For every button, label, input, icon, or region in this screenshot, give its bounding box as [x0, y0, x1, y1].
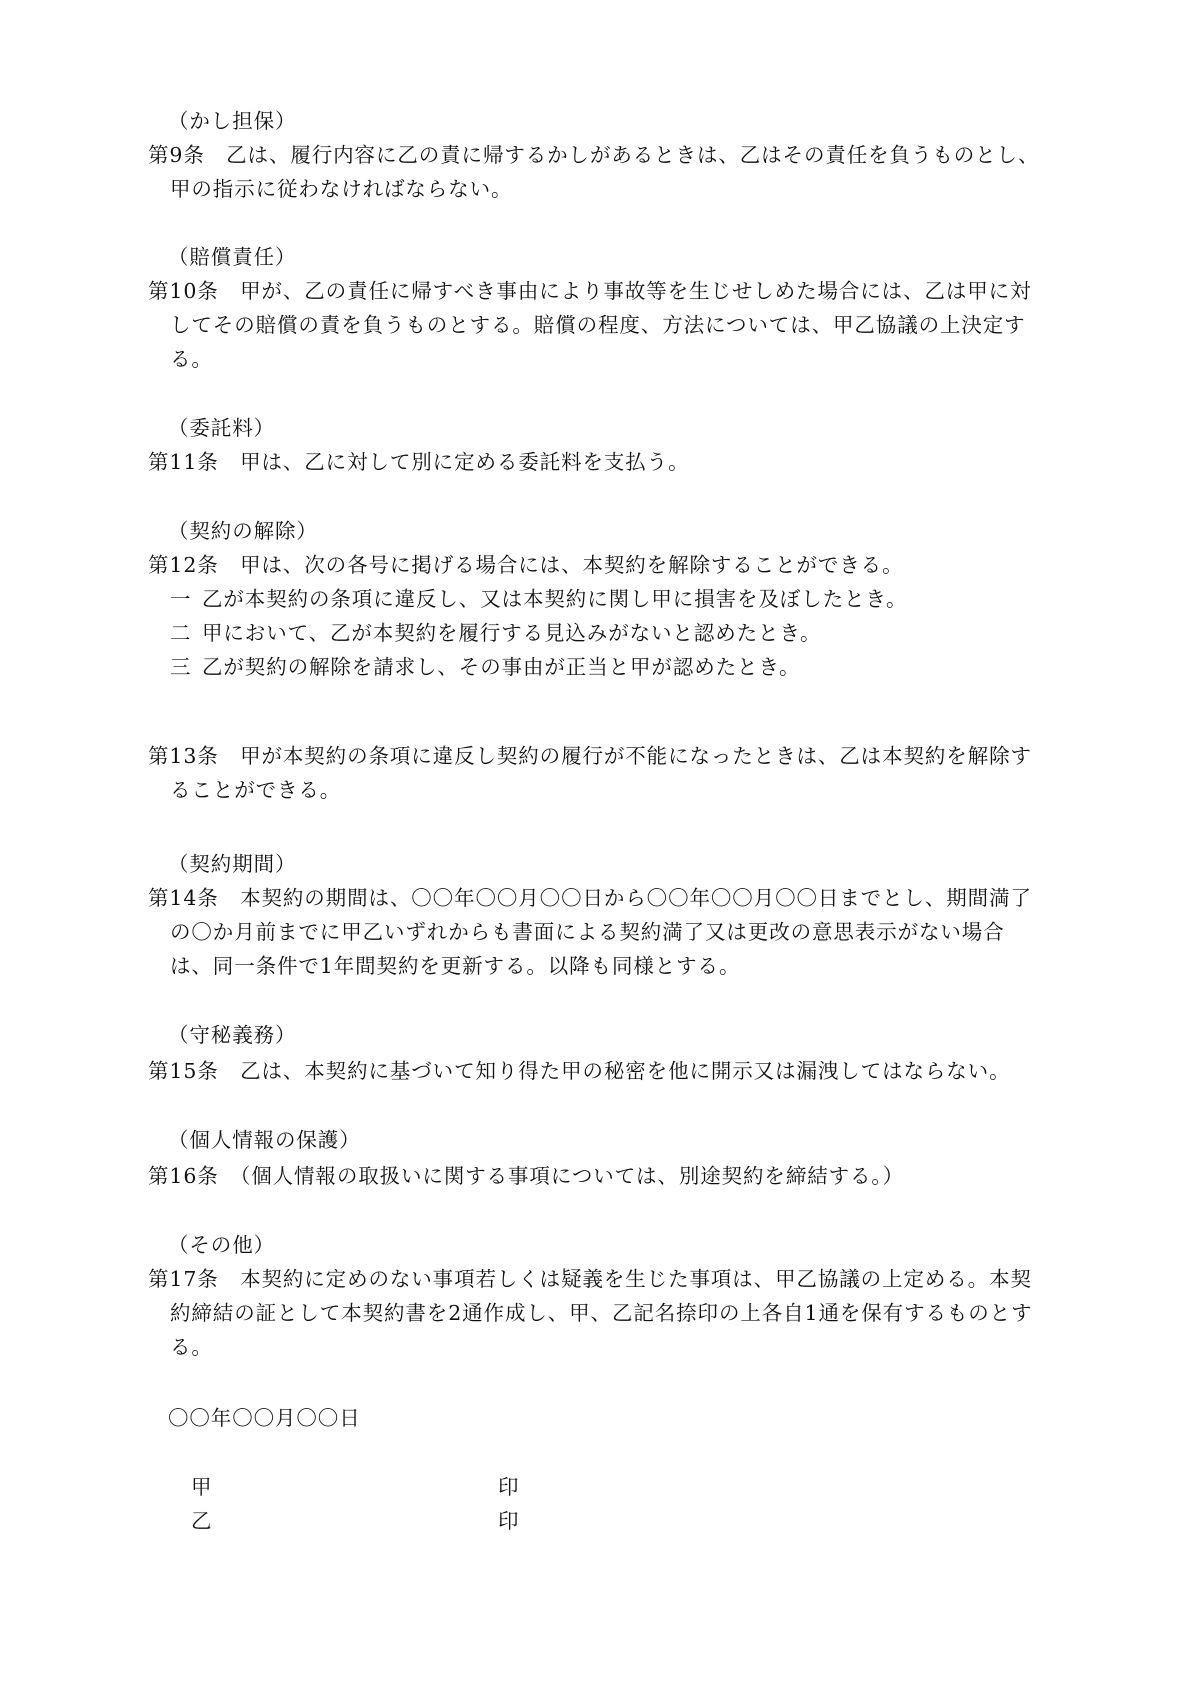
article-9-line-1: 第9条 乙は、履行内容に乙の責に帰するかしがあるときは、乙はその責任を負うものとし、: [148, 143, 1040, 167]
item-number: 二: [170, 621, 192, 645]
heading-other: （その他）: [168, 1233, 275, 1257]
article-17-line-1: 第17条 本契約に定めのない事項若しくは疑義を生じた事項は、甲乙協議の上定める。本契: [148, 1267, 1032, 1291]
item-text: 乙が契約の解除を請求し、その事由が正当と甲が認めたとき。: [202, 655, 801, 679]
heading-liability: （賠償責任）: [168, 245, 297, 269]
article-9-line-2: 甲の指示に従わなければならない。: [170, 177, 513, 201]
item-text: 乙が本契約の条項に違反し、又は本契約に関し甲に損害を及ぼしたとき。: [202, 587, 908, 611]
contract-date: 〇〇年〇〇月〇〇日: [168, 1406, 361, 1430]
party-b-label: 乙: [191, 1509, 212, 1533]
heading-fee: （委託料）: [168, 416, 275, 440]
article-12-line-1: 第12条 甲は、次の各号に掲げる場合には、本契約を解除することができる。: [148, 553, 904, 577]
article-16-line-1: 第16条 （個人情報の取扱いに関する事項については、別途契約を締結する。）: [148, 1164, 904, 1188]
party-a-seal: 印: [498, 1475, 519, 1499]
article-15-line-1: 第15条 乙は、本契約に基づいて知り得た甲の秘密を他に開示又は漏洩してはならない。: [148, 1059, 1011, 1083]
article-14-line-1: 第14条 本契約の期間は、〇〇年〇〇月〇〇日から〇〇年〇〇月〇〇日までとし、期間満了: [148, 886, 1032, 910]
heading-termination: （契約の解除）: [168, 519, 318, 543]
article-13-line-1: 第13条 甲が本契約の条項に違反し契約の履行が不能になったときは、乙は本契約を解除す: [148, 744, 1032, 768]
item-text: 甲において、乙が本契約を履行する見込みがないと認めたとき。: [202, 621, 822, 645]
heading-term: （契約期間）: [168, 852, 297, 876]
article-10-line-1: 第10条 甲が、乙の責任に帰すべき事由により事故等を生じせしめた場合には、乙は甲に対: [148, 279, 1032, 303]
article-13-line-2: ることができる。: [170, 778, 342, 802]
article-14-line-3: は、同一条件で1年間契約を更新する。以降も同様とする。: [170, 954, 741, 978]
heading-privacy: （個人情報の保護）: [168, 1128, 361, 1152]
heading-defect-warranty: （かし担保）: [168, 109, 297, 133]
article-11-line-1: 第11条 甲は、乙に対して別に定める委託料を支払う。: [148, 450, 690, 474]
article-12-item-2: [170, 620, 821, 646]
article-12-item-3: [170, 654, 800, 680]
item-number: 三: [170, 655, 192, 679]
item-number: 一: [170, 587, 192, 611]
article-10-line-2: してその賠償の責を負うものとする。賠償の程度、方法については、甲乙協議の上決定す: [170, 313, 1026, 337]
party-a-label: 甲: [191, 1475, 212, 1499]
article-17-line-3: る。: [170, 1335, 213, 1359]
article-17-line-2: 約締結の証として本契約書を2通作成し、甲、乙記名捺印の上各自1通を保有するものとす: [170, 1301, 1033, 1325]
party-b-seal: 印: [498, 1509, 519, 1533]
article-10-line-3: る。: [170, 347, 213, 371]
heading-confidentiality: （守秘義務）: [168, 1023, 297, 1047]
article-14-line-2: の〇か月前までに甲乙いずれからも書面による契約満了又は更改の意思表示がない場合: [170, 920, 1005, 944]
article-12-item-1: [170, 586, 907, 612]
